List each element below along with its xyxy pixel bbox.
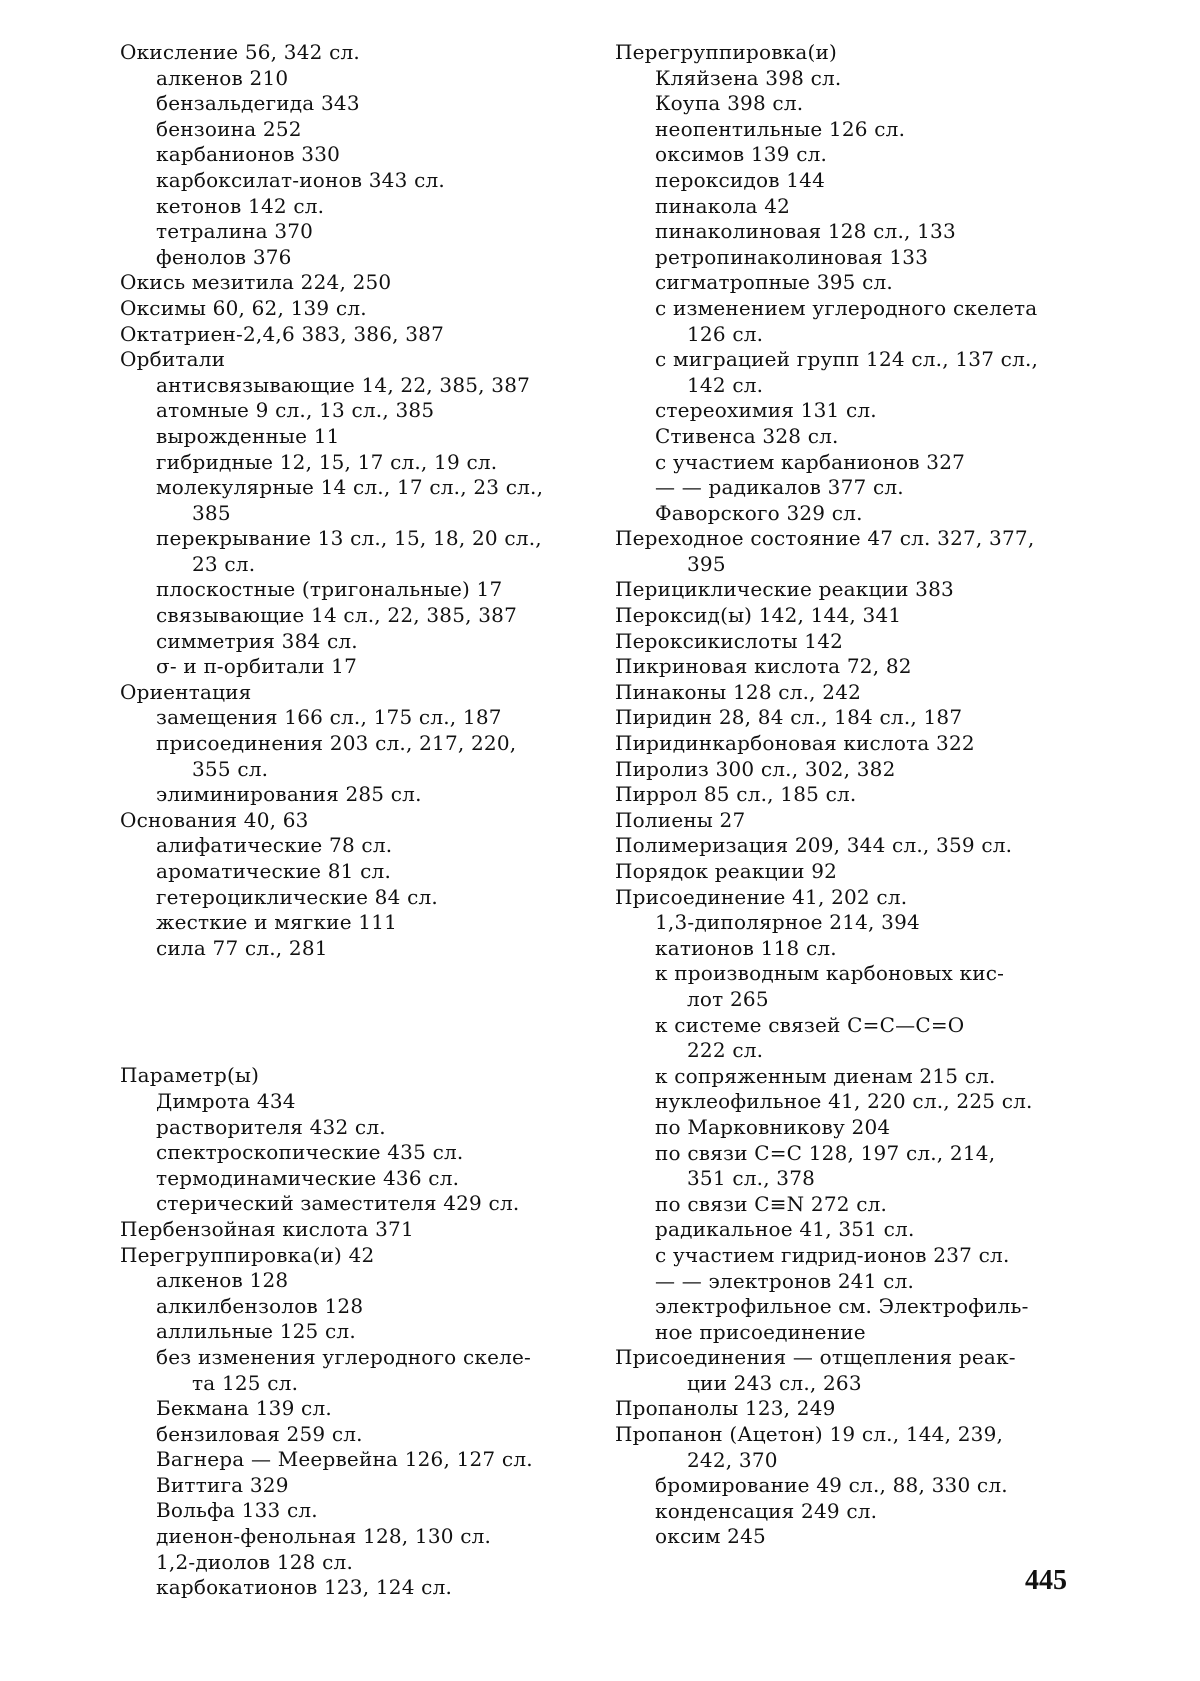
index-subentry: пинакола 42 — [655, 193, 791, 218]
index-subentry: бромирование 49 сл., 88, 330 сл. — [655, 1473, 1008, 1498]
index-subentry: 242, 370 — [687, 1447, 778, 1472]
index-subentry: по связи C≡N 272 сл. — [655, 1191, 888, 1216]
index-subentry: симметрия 384 сл. — [156, 628, 358, 653]
index-subentry: стереохимия 131 сл. — [655, 398, 877, 423]
column-spacer — [120, 961, 590, 1012]
index-entry: Пиролиз 300 сл., 302, 382 — [615, 756, 896, 781]
page-number: 445 — [1025, 1565, 1067, 1596]
index-subentry: вырожденные 11 — [156, 423, 340, 448]
index-subentry: тетралина 370 — [156, 219, 314, 244]
index-subentry: 385 — [192, 500, 231, 525]
index-subentry: Коупа 398 сл. — [655, 91, 804, 116]
index-subentry: алкилбензолов 128 — [156, 1293, 364, 1318]
index-entry: Присоединение 41, 202 сл. — [615, 884, 908, 909]
index-subentry: ретропинаколиновая 133 — [655, 244, 929, 269]
index-subentry: Бекмана 139 сл. — [156, 1396, 332, 1421]
index-entry: Перегруппировка(и) 42 — [120, 1242, 375, 1267]
index-subentry: с изменением углеродного скелета — [655, 295, 1038, 320]
index-subentry: перекрывание 13 сл., 15, 18, 20 сл., — [156, 526, 542, 551]
index-subentry: ции 243 сл., 263 — [687, 1370, 862, 1395]
index-subentry: бензоина 252 — [156, 116, 302, 141]
index-subentry: 355 сл. — [192, 756, 269, 781]
index-subentry: плоскостные (тригональные) 17 — [156, 577, 503, 602]
index-subentry: Виттига 329 — [156, 1472, 289, 1497]
index-subentry: диенон-фенольная 128, 130 сл. — [156, 1524, 492, 1549]
index-subentry: 1,2-диолов 128 сл. — [156, 1549, 354, 1574]
index-subentry: σ- и π-орбитали 17 — [156, 654, 358, 679]
index-subentry: катионов 118 сл. — [655, 935, 837, 960]
index-entry: Окись мезитила 224, 250 — [120, 270, 392, 295]
index-entry: Пиридин 28, 84 сл., 184 сл., 187 — [615, 705, 963, 730]
index-subentry: лот 265 — [687, 986, 769, 1011]
index-subentry: молекулярные 14 сл., 17 сл., 23 сл., — [156, 475, 544, 500]
index-subentry: Фаворского 329 сл. — [655, 500, 863, 525]
index-subentry: элиминирования 285 сл. — [156, 782, 422, 807]
index-subentry: конденсация 249 сл. — [655, 1498, 878, 1523]
index-entry: Пиридинкарбоновая кислота 322 — [615, 731, 975, 756]
index-subentry: спектроскопические 435 сл. — [156, 1140, 464, 1165]
index-subentry: Вольфа 133 сл. — [156, 1498, 318, 1523]
index-entry: Параметр(ы) — [120, 1063, 260, 1088]
index-subentry: оксимов 139 сл. — [655, 142, 828, 167]
index-subentry: алкенов 210 — [156, 65, 289, 90]
index-entry: Окисление 56, 342 сл. — [120, 40, 360, 64]
index-entry: Полиены 27 — [615, 807, 746, 832]
index-subentry: по Марковникову 204 — [655, 1114, 891, 1139]
index-subentry: неопентильные 126 сл. — [655, 116, 906, 141]
index-subentry: пинаколиновая 128 сл., 133 — [655, 219, 956, 244]
index-entry: Переходное состояние 47 сл. 327, 377, — [615, 526, 1035, 551]
column-spacer — [120, 1012, 590, 1063]
index-subentry: по связи C=C 128, 197 сл., 214, — [655, 1140, 996, 1165]
index-subentry: стерический заместителя 429 сл. — [156, 1191, 520, 1216]
index-entry: Основания 40, 63 — [120, 807, 309, 832]
index-entry: Пероксикислоты 142 — [615, 628, 844, 653]
index-entry: Ориентация — [120, 679, 252, 704]
index-subentry: алкенов 128 — [156, 1268, 289, 1293]
index-subentry: пероксидов 144 — [655, 167, 825, 192]
index-entry: Оксимы 60, 62, 139 сл. — [120, 295, 367, 320]
index-entry: Пропанолы 123, 249 — [615, 1396, 836, 1421]
index-subentry: радикальное 41, 351 сл. — [655, 1217, 915, 1242]
index-subentry: жесткие и мягкие 111 — [156, 910, 398, 935]
index-entry: Перициклические реакции 383 — [615, 577, 954, 602]
index-subentry: алифатические 78 сл. — [156, 833, 393, 858]
index-subentry: электрофильное см. Электрофиль- — [655, 1294, 1029, 1319]
index-subentry: 1,3-диполярное 214, 394 — [655, 910, 920, 935]
index-entry: Пропанон (Ацетон) 19 сл., 144, 239, — [615, 1422, 1004, 1447]
index-subentry: бензальдегида 343 — [156, 91, 360, 116]
index-subentry: Димрота 434 — [156, 1088, 296, 1113]
index-subentry: 395 — [687, 551, 726, 576]
index-subentry: термодинамические 436 сл. — [156, 1165, 460, 1190]
index-subentry: связывающие 14 сл., 22, 385, 387 — [156, 603, 518, 628]
index-entry: Пикриновая кислота 72, 82 — [615, 654, 912, 679]
index-subentry: антисвязывающие 14, 22, 385, 387 — [156, 372, 531, 397]
index-column-left — [120, 40, 590, 1601]
index-entry: Пербензойная кислота 371 — [120, 1216, 414, 1241]
index-subentry: к системе связей C=C—C=O — [655, 1012, 965, 1037]
index-subentry: к производным карбоновых кис- — [655, 961, 1005, 986]
index-entry: Пероксид(ы) 142, 144, 341 — [615, 603, 902, 628]
index-subentry: к сопряженным диенам 215 сл. — [655, 1063, 996, 1088]
index-subentry: нуклеофильное 41, 220 сл., 225 сл. — [655, 1089, 1033, 1114]
index-subentry: присоединения 203 сл., 217, 220, — [156, 731, 517, 756]
index-subentry: гибридные 12, 15, 17 сл., 19 сл. — [156, 449, 498, 474]
index-subentry: Стивенса 328 сл. — [655, 423, 839, 448]
index-subentry: замещения 166 сл., 175 сл., 187 — [156, 705, 502, 730]
index-subentry: 222 сл. — [687, 1038, 764, 1063]
index-entry: Порядок реакции 92 — [615, 859, 838, 883]
index-entry: Перегруппировка(и) — [615, 40, 838, 64]
index-entry: Орбитали — [120, 347, 226, 372]
index-subentry: карбоксилат-ионов 343 сл. — [156, 167, 445, 192]
index-subentry: бензиловая 259 сл. — [156, 1421, 363, 1446]
index-subentry: без изменения углеродного скеле- — [156, 1344, 532, 1369]
index-entry: Полимеризация 209, 344 сл., 359 сл. — [615, 833, 1013, 858]
index-subentry: ароматические 81 сл. — [156, 859, 391, 883]
index-subentry: кетонов 142 сл. — [156, 193, 325, 218]
index-subentry: 23 сл. — [192, 551, 256, 576]
index-column-right — [615, 40, 1085, 1550]
index-subentry: с участием гидрид-ионов 237 сл. — [655, 1242, 1010, 1267]
index-subentry: 126 сл. — [687, 321, 764, 346]
index-subentry: оксим 245 — [655, 1524, 766, 1549]
index-subentry: ное присоединение — [655, 1319, 866, 1344]
index-subentry: 142 сл. — [687, 372, 764, 397]
index-subentry: аллильные 125 сл. — [156, 1319, 356, 1344]
index-subentry: — — электронов 241 сл. — [655, 1268, 915, 1293]
index-subentry: та 125 сл. — [192, 1370, 299, 1395]
index-subentry: карбанионов 330 — [156, 142, 341, 167]
index-subentry: атомные 9 сл., 13 сл., 385 — [156, 398, 435, 423]
index-subentry: растворителя 432 сл. — [156, 1114, 386, 1139]
index-subentry: с участием карбанионов 327 — [655, 449, 966, 474]
index-subentry: гетероциклические 84 сл. — [156, 884, 438, 909]
index-subentry: Кляйзена 398 сл. — [655, 65, 842, 90]
index-entry: Пинаконы 128 сл., 242 — [615, 679, 862, 704]
index-subentry: сила 77 сл., 281 — [156, 935, 328, 960]
index-subentry: Вагнера — Меервейна 126, 127 сл. — [156, 1447, 533, 1472]
index-entry: Октатриен-2,4,6 383, 386, 387 — [120, 321, 445, 346]
index-subentry: с миграцией групп 124 сл., 137 сл., — [655, 347, 1039, 372]
index-entry: Пиррол 85 сл., 185 сл. — [615, 782, 857, 807]
index-subentry: фенолов 376 — [156, 244, 292, 269]
index-subentry: — — радикалов 377 сл. — [655, 475, 904, 500]
index-entry: Присоединения — отщепления реак- — [615, 1345, 1016, 1370]
index-subentry: сигматропные 395 сл. — [655, 270, 893, 295]
index-subentry: 351 сл., 378 — [687, 1166, 816, 1191]
index-subentry: карбокатионов 123, 124 сл. — [156, 1575, 453, 1600]
